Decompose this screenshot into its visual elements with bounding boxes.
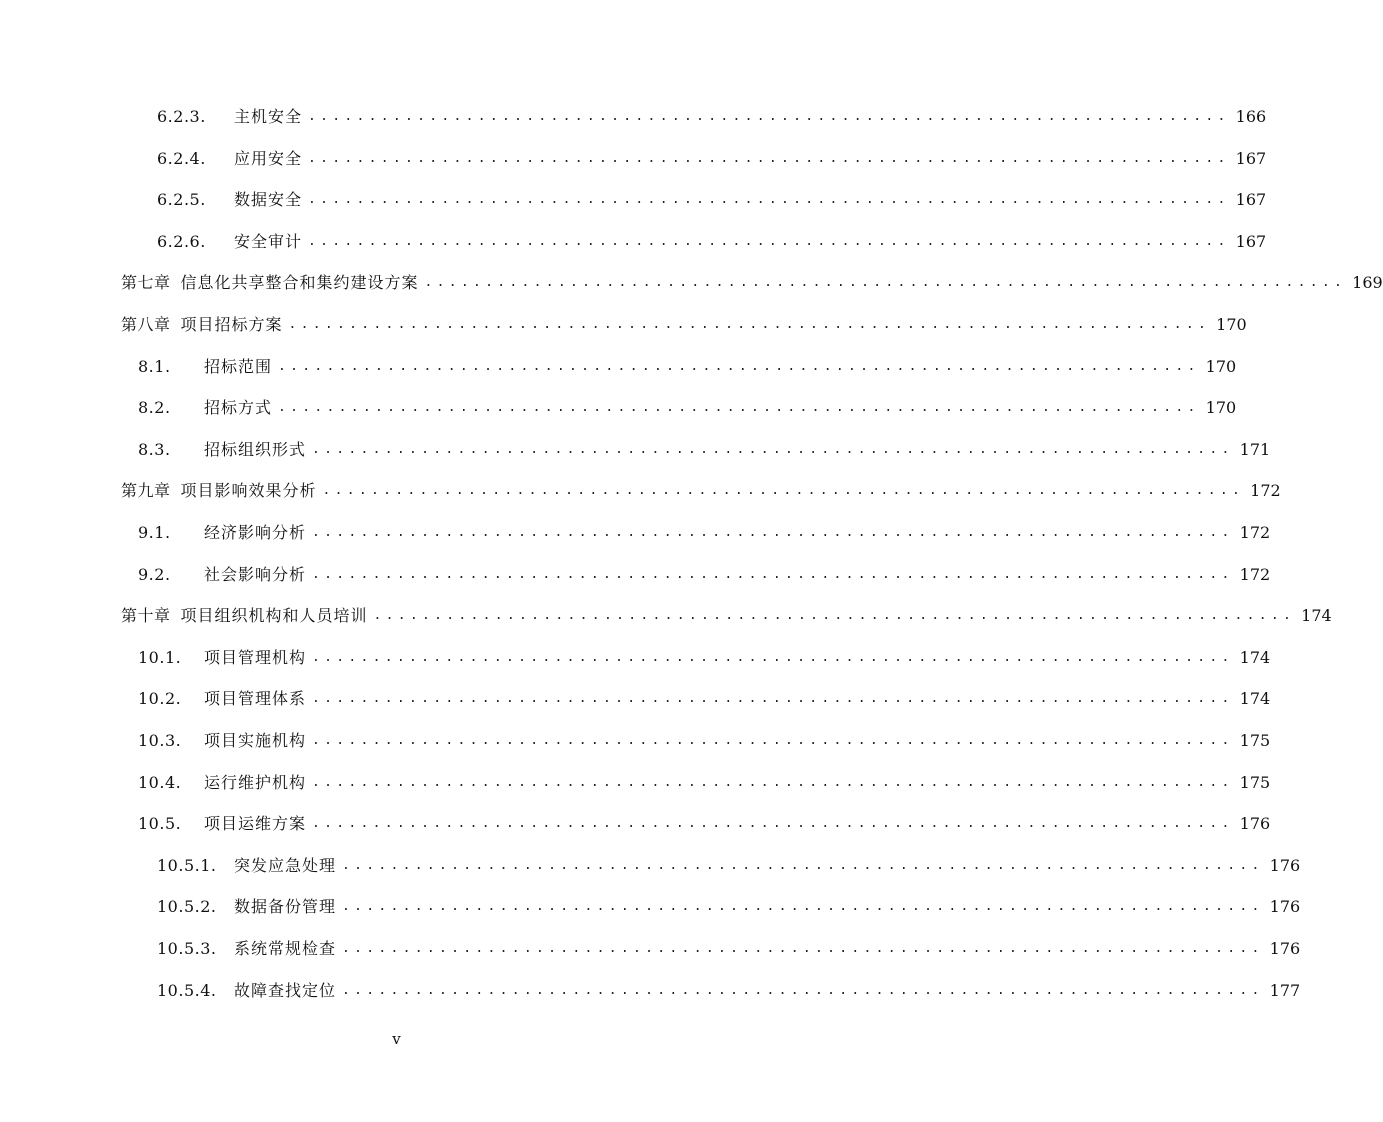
toc-entry-page: 177 — [1269, 981, 1301, 1000]
toc-entry-number: 10.1. — [138, 648, 182, 667]
toc-entry[interactable] — [138, 560, 1271, 590]
toc-entry-title: 运行维护机构 — [204, 773, 307, 792]
toc-entry[interactable] — [157, 851, 1301, 881]
toc-dot-leader: ............................................................................ — [312, 816, 1234, 831]
toc-dot-leader: ............................................................................ — [308, 192, 1230, 207]
toc-entry[interactable] — [157, 227, 1267, 257]
toc-entry-page: 166 — [1235, 107, 1267, 126]
toc-entry[interactable] — [138, 809, 1271, 839]
toc-entry-title: 招标方式 — [204, 398, 273, 417]
toc-chapter-number: 第九章 — [121, 481, 171, 500]
toc-entry-title: 安全审计 — [234, 232, 303, 251]
toc-chapter-number: 第十章 — [121, 606, 171, 625]
toc-dot-leader: ............................................................................ — [308, 234, 1230, 249]
toc-entry-page: 172 — [1250, 481, 1281, 500]
toc-entry-number: 8.2. — [138, 398, 171, 417]
toc-dot-leader: ............................................................................ — [278, 359, 1200, 374]
toc-entry-number: 8.1. — [138, 357, 171, 376]
toc-entry-page: 174 — [1239, 689, 1271, 708]
toc-entry[interactable] — [138, 768, 1271, 798]
toc-entry-number: 10.5.3. — [157, 939, 217, 958]
toc-chapter-entry[interactable] — [121, 268, 1383, 298]
toc-entry-title: 数据安全 — [234, 190, 303, 209]
toc-dot-leader: ............................................................................ — [312, 567, 1234, 582]
toc-dot-leader: ............................................................................ — [312, 691, 1234, 706]
toc-entry-number: 6.2.4. — [157, 149, 206, 168]
toc-dot-leader: ............................................................................ — [373, 608, 1296, 623]
toc-entry-page: 176 — [1269, 856, 1301, 875]
toc-entry-page: 167 — [1235, 149, 1267, 168]
toc-entry-number: 10.4. — [138, 773, 182, 792]
toc-entry-number: 9.1. — [138, 523, 171, 542]
toc-entry-title: 突发应急处理 — [234, 856, 337, 875]
toc-entry-page: 176 — [1239, 814, 1271, 833]
toc-dot-leader: ............................................................................ — [342, 899, 1264, 914]
toc-entry-title: 项目运维方案 — [204, 814, 307, 833]
toc-chapter-title: 项目组织机构和人员培训 — [180, 606, 368, 625]
toc-dot-leader: ............................................................................ — [308, 109, 1230, 124]
toc-entry-number: 10.2. — [138, 689, 182, 708]
toc-entry-title: 项目实施机构 — [204, 731, 307, 750]
toc-dot-leader: ............................................................................ — [342, 983, 1264, 998]
toc-entry-title: 社会影响分析 — [204, 565, 307, 584]
toc-entry-number: 6.2.3. — [157, 107, 206, 126]
toc-entry[interactable] — [138, 726, 1271, 756]
toc-entry-title: 故障查找定位 — [234, 981, 337, 1000]
toc-entry-title: 主机安全 — [234, 107, 303, 126]
toc-entry-page: 172 — [1239, 523, 1271, 542]
toc-entry-page: 169 — [1352, 273, 1383, 292]
toc-entry[interactable] — [138, 518, 1271, 548]
toc-dot-leader: ............................................................................ — [308, 151, 1230, 166]
toc-chapter-entry[interactable] — [121, 476, 1281, 506]
toc-entry[interactable] — [157, 892, 1301, 922]
toc-dot-leader: ............................................................................ — [312, 442, 1234, 457]
toc-entry-title: 数据备份管理 — [234, 897, 337, 916]
toc-entry-number: 6.2.5. — [157, 190, 206, 209]
toc-entry[interactable] — [157, 144, 1267, 174]
toc-entry-page: 167 — [1235, 190, 1267, 209]
toc-dot-leader: ............................................................................ — [342, 858, 1264, 873]
toc-entry[interactable] — [157, 976, 1301, 1006]
toc-entry-number: 6.2.6. — [157, 232, 206, 251]
toc-dot-leader: ............................................................................ — [312, 650, 1234, 665]
toc-dot-leader: ............................................................................ — [312, 775, 1234, 790]
toc-dot-leader: ............................................................................ — [322, 483, 1245, 498]
toc-chapter-entry[interactable] — [121, 310, 1247, 340]
toc-entry-title: 系统常规检查 — [234, 939, 337, 958]
toc-entry-title: 项目管理机构 — [204, 648, 307, 667]
toc-entry-number: 10.5.1. — [157, 856, 217, 875]
toc-entry-title: 招标组织形式 — [204, 440, 307, 459]
toc-entry-page: 170 — [1205, 398, 1237, 417]
page-number-footer: v — [392, 1030, 401, 1048]
toc-entry-page: 170 — [1216, 315, 1247, 334]
toc-dot-leader: ............................................................................ — [424, 275, 1347, 290]
toc-chapter-title: 信息化共享整合和集约建设方案 — [180, 273, 419, 292]
toc-entry-page: 176 — [1269, 897, 1301, 916]
toc-dot-leader: ............................................................................ — [278, 400, 1200, 415]
toc-entry-page: 175 — [1239, 773, 1271, 792]
toc-dot-leader: ............................................................................ — [288, 317, 1211, 332]
toc-chapter-title: 项目影响效果分析 — [180, 481, 317, 500]
toc-dot-leader: ............................................................................ — [342, 941, 1264, 956]
toc-dot-leader: ............................................................................ — [312, 733, 1234, 748]
toc-entry-number: 9.2. — [138, 565, 171, 584]
toc-entry-page: 176 — [1269, 939, 1301, 958]
toc-chapter-number: 第八章 — [121, 315, 171, 334]
toc-chapter-entry[interactable] — [121, 601, 1332, 631]
toc-chapter-title: 项目招标方案 — [180, 315, 283, 334]
toc-entry[interactable] — [138, 684, 1271, 714]
toc-entry-page: 172 — [1239, 565, 1271, 584]
toc-entry-title: 招标范围 — [204, 357, 273, 376]
toc-entry-number: 10.5.2. — [157, 897, 217, 916]
toc-entry-page: 171 — [1239, 440, 1271, 459]
toc-entry-page: 167 — [1235, 232, 1267, 251]
toc-chapter-number: 第七章 — [121, 273, 171, 292]
toc-entry[interactable] — [157, 102, 1267, 132]
toc-entry[interactable] — [157, 185, 1267, 215]
toc-entry-number: 8.3. — [138, 440, 171, 459]
toc-entry[interactable] — [138, 435, 1271, 465]
toc-entry-number: 10.3. — [138, 731, 182, 750]
toc-entry-title: 经济影响分析 — [204, 523, 307, 542]
toc-entry-title: 应用安全 — [234, 149, 303, 168]
toc-entry-page: 174 — [1301, 606, 1332, 625]
toc-entry-page: 174 — [1239, 648, 1271, 667]
toc-entry[interactable] — [138, 393, 1237, 423]
toc-entry-page: 170 — [1205, 357, 1237, 376]
toc-dot-leader: ............................................................................ — [312, 525, 1234, 540]
toc-entry-title: 项目管理体系 — [204, 689, 307, 708]
toc-entry[interactable] — [157, 934, 1301, 964]
toc-entry[interactable] — [138, 352, 1237, 382]
toc-entry-number: 10.5.4. — [157, 981, 217, 1000]
toc-entry-number: 10.5. — [138, 814, 182, 833]
toc-entry-page: 175 — [1239, 731, 1271, 750]
toc-entry[interactable] — [138, 643, 1271, 673]
